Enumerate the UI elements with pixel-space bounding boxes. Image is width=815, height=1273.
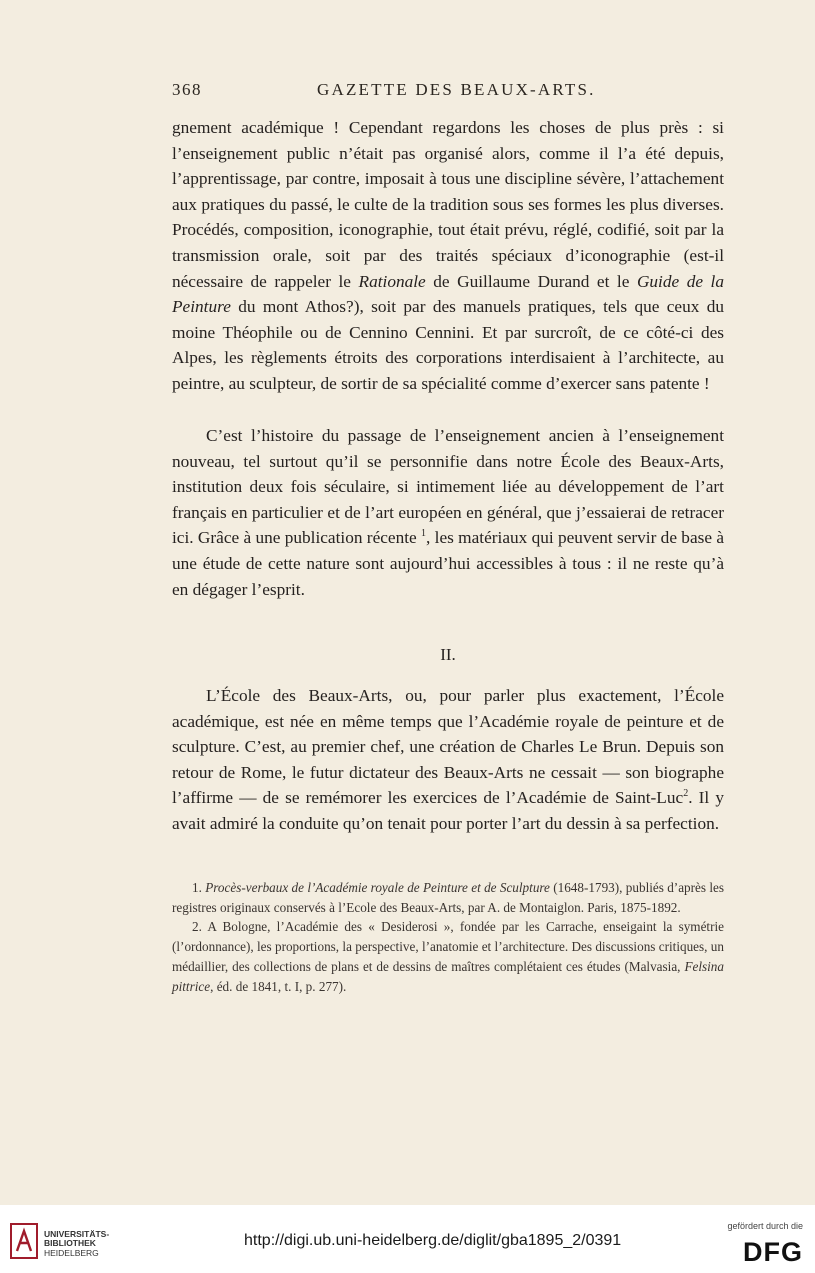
page-number: 368 bbox=[172, 80, 202, 99]
footnote-ref[interactable]: 1 bbox=[421, 528, 427, 540]
paragraph-3 bbox=[172, 683, 724, 837]
university-library-logo-icon[interactable] bbox=[10, 1223, 38, 1259]
footnote-ref[interactable]: 2 bbox=[683, 788, 689, 800]
footnote-2: 2. A Bologne, l’Académie des « Desiderosi », fondée par les Carrache, enseigaint la symétrie (l’ordonnance), les proportions, la perspective, l’anatomie et l’architecture. Des discussions critiques, un médaillier, des collections de plans et de dessins de maîtres complétaient ces études (Malvasia, Felsina pittrice, éd. de 1841, t. I, p. 277). bbox=[172, 919, 724, 994]
viewer-footer bbox=[0, 1205, 815, 1273]
footnotes bbox=[172, 878, 724, 996]
text-run: C’est l’histoire du passage de l’enseignement ancien à l’enseignement nouveau, tel surtout qu’il se personnifie dans notre École des Beaux-Arts, institution deux fois séculaire, si intimement liée au développement de l’art français en particulier et de l’art européen en général, que j’essaierai de retracer ici. Grâce à une publication récente bbox=[172, 426, 724, 548]
text-run: . Il y avait admiré la conduite qu’on tenait pour porter l’art du dessin à sa perfection. bbox=[172, 788, 724, 833]
library-name: UNIVERSITÄTS- BIBLIOTHEK HEIDELBERG bbox=[44, 1229, 110, 1258]
paragraph-2 bbox=[172, 423, 724, 602]
running-title: GAZETTE DES BEAUX-ARTS. bbox=[317, 80, 596, 99]
text-run: du mont Athos?), soit par des manuels pratiques, tels que ceux du moine Théophile ou de Cennino Cennini. Et par surcroît, de ce côté-ci des Alpes, les règlements étroits des corporations interdisaient à l’architecte, au peintre, au sculpteur, de sortir de sa spécialité comme d’exercer sans patente ! bbox=[172, 297, 724, 393]
dfg-logo[interactable]: DFG bbox=[743, 1237, 803, 1267]
sponsor-caption: gefördert durch die bbox=[727, 1221, 803, 1231]
paragraph-1 bbox=[172, 115, 724, 397]
text-run: de Guillaume Durand et le bbox=[425, 271, 637, 291]
italic-title: Guide de la Peinture bbox=[172, 271, 724, 317]
text-run: , les matériaux qui peuvent servir de base à une étude de cette nature sont aujourd’hui accessibles à tous : il ne reste qu’à en dégager l’esprit. bbox=[172, 528, 725, 599]
section-heading: II. bbox=[440, 645, 456, 664]
permalink[interactable]: http://digi.ub.uni-heidelberg.de/diglit/gba1895_2/0391 bbox=[244, 1232, 622, 1249]
text-run: L’École des Beaux-Arts, ou, pour parler plus exactement, l’École académique, est née en même temps que l’Académie royale de peinture et de sculpture. C’est, au premier chef, une création de Charles Le Brun. Depuis son retour de Rome, le futur dictateur des Beaux-Arts ne cessait — son biographe l’affirme — de se remémorer les exercices de l’Académie de Saint-Luc bbox=[172, 686, 724, 808]
text-run: gnement académique ! Cependant regardons les choses de plus près : si l’enseignement public n’était pas organisé alors, comme il l’a été depuis, l’apprentissage, par contre, imposait à tous une discipline sévère, l’attachement aux pratiques du passé, le culte de la tradition sous ses formes les plus diverses. Procédés, composition, iconographie, tout était prévu, réglé, codifié, soit par la transmission orale, soit par des traités spéciaux d’iconographie (est-il nécessaire de rappeler le bbox=[172, 118, 724, 291]
page-header bbox=[172, 80, 722, 104]
footnote-1: 1. Procès-verbaux de l’Académie royale de Peinture et de Sculpture (1648-1793), publiés d’après les registres originaux conservés à l’Ecole des Beaux-Arts, par A. de Montaiglon. Paris, 1875-1892. bbox=[172, 880, 724, 915]
italic-title: Rationale bbox=[358, 271, 426, 291]
